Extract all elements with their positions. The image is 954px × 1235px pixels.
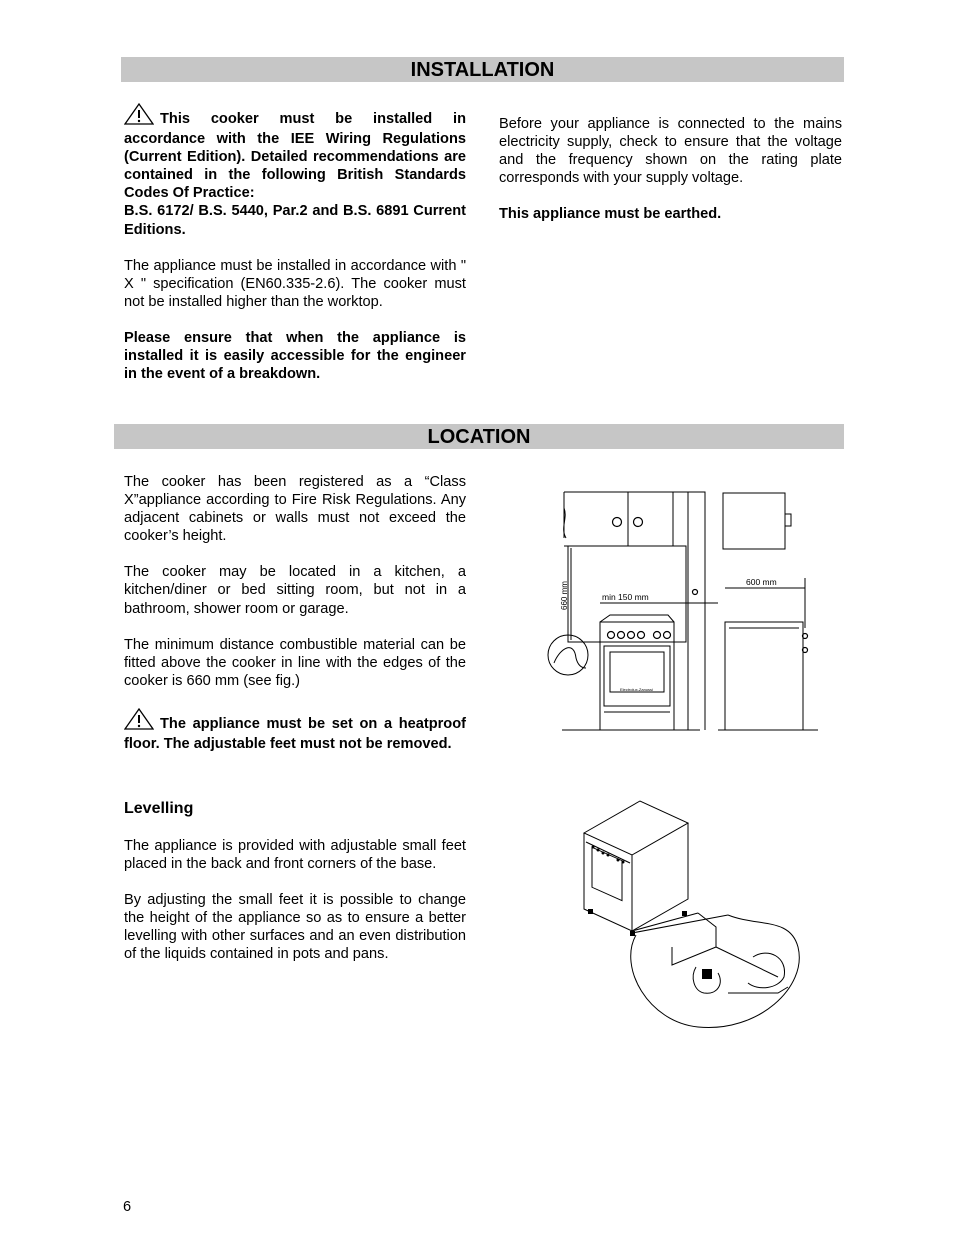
installation-earthed-paragraph: This appliance must be earthed. (499, 206, 722, 223)
installation-left-column (124, 103, 466, 401)
levelling-title: Levelling (124, 800, 194, 817)
location-diagram (540, 488, 830, 739)
warning-triangle-icon (124, 708, 154, 735)
levelling-diagram (578, 797, 808, 1037)
installation-header (121, 57, 844, 82)
installation-right-column (499, 115, 842, 241)
installation-spec-paragraph: The appliance must be installed in accordance with " X " specification (EN60.335-2.6). The cooker must not be installed higher than the worktop. (124, 257, 466, 310)
dimension-150-label: min 150 mm (602, 592, 649, 602)
installation-access-paragraph: Please ensure that when the appliance is installed it is easily accessible for the engineer in the event of a breakdown. (124, 329, 466, 383)
location-title: LOCATION (427, 426, 531, 448)
installation-supply-paragraph: Before your appliance is connected to the mains electricity supply, check to ensure that the voltage and the frequency shown on the rating plate corresponds with your supply voltage. (499, 116, 842, 187)
location-rooms-paragraph: The cooker may be located in a kitchen, a kitchen/diner or bed sitting room, but not in a bathroom, shower room or garage. (124, 564, 466, 617)
levelling-column (124, 837, 466, 982)
installation-warning: This cooker must be installed in accordance with the IEE Wiring Regulations (Current Edition). Detailed recommendations are contained in the following British Standards Codes Of Practice: (124, 103, 466, 202)
cooker-brand-label: Electrolux-Zanussi (620, 687, 653, 692)
levelling-feet-paragraph: The appliance is provided with adjustable small feet placed in the back and front corners of the base. (124, 838, 466, 873)
page-number: 6 (123, 1199, 132, 1215)
location-warning: The appliance must be set on a heatproof floor. The adjustable feet must not be removed. (124, 708, 466, 753)
dimension-660-label: 660 mm (560, 581, 569, 610)
location-distance-paragraph: The minimum distance combustible material can be fitted above the cooker in line with the edges of the cooker is 660 mm (see fig.) (124, 636, 466, 689)
location-left-column (124, 473, 466, 771)
levelling-adjust-paragraph: By adjusting the small feet it is possible to change the height of the appliance so as to ensure a better levelling with other surfaces and an even distribution of the liquids contained in pots and pans. (124, 892, 466, 963)
installation-standards: B.S. 6172/ B.S. 5440, Par.2 and B.S. 6891 Current Editions. (124, 203, 466, 238)
location-header (114, 424, 844, 449)
warning-triangle-icon (124, 103, 154, 130)
location-class-paragraph: The cooker has been registered as a “Class X”appliance according to Fire Risk Regulations. Any adjacent cabinets or walls must not exceed the cooker’s height. (124, 474, 466, 545)
installation-title: INSTALLATION (410, 59, 555, 81)
dimension-600-label: 600 mm (746, 577, 777, 587)
